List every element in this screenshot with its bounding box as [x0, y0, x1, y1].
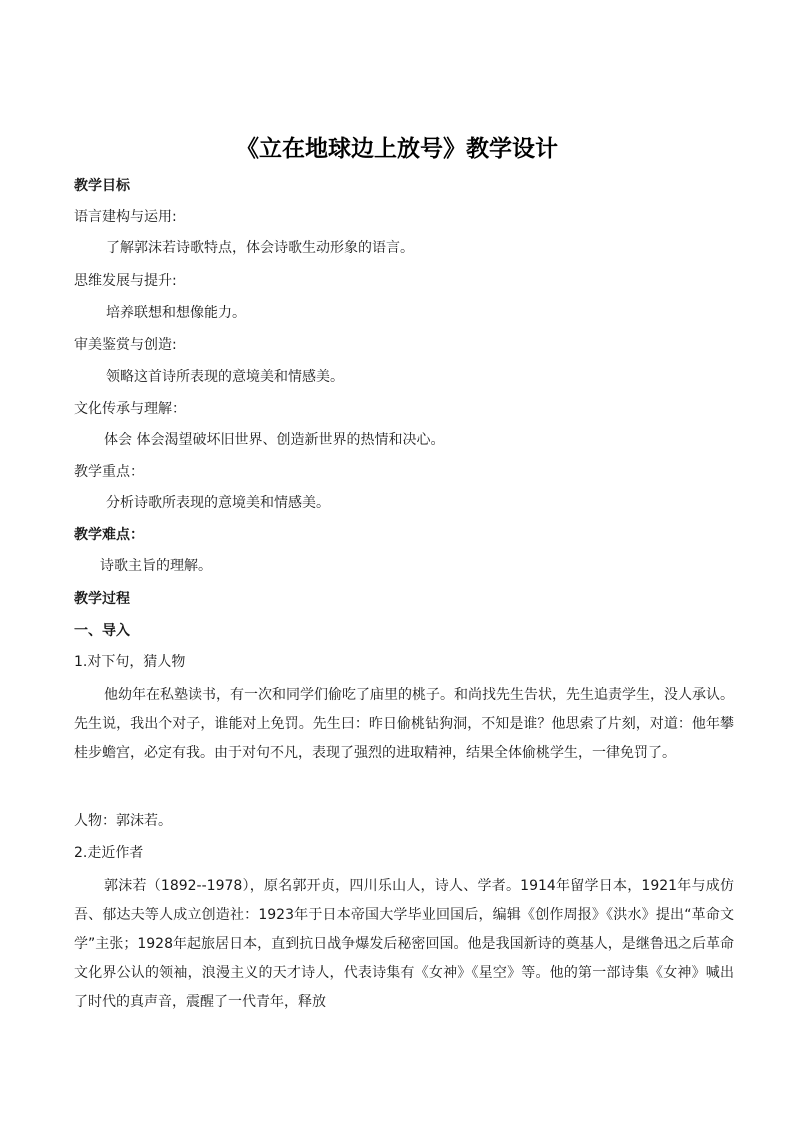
difficulty-label: 教学难点： [74, 527, 144, 543]
goal2-label: 思维发展与提升: [74, 273, 177, 289]
goal1-text: 了解郭沫若诗歌特点，体会诗歌生动形象的语言。 [106, 240, 414, 256]
item1-heading: 1.对下句，猜人物 [74, 654, 186, 670]
key-point-text: 分析诗歌所表现的意境美和情感美。 [106, 495, 330, 511]
goal2-text: 培养联想和想像能力。 [106, 305, 246, 321]
difficulty-text: 诗歌主旨的理解。 [100, 558, 212, 574]
document-title: 《立在地球边上放号》教学设计 [236, 135, 558, 162]
section1-heading: 一、导入 [74, 623, 130, 639]
item2-paragraph: 郭沫若（1892--1978），原名郭开贞，四川乐山人，诗人、学者。1914年留学日本，1921年与成仿吾、郁达夫等人成立创造社：1923年于日本帝国大学毕业回国后，编辑《创作周报》《洪水》提出“革命文学”主张；1928年起旅居日本，直到抗日战争爆发后秘密回国。他是我国新诗的奠基人，是继鲁迅之后革命文化界公认的领袖，浪漫主义的天才诗人，代表诗集有《女神》《星空》等。他的第一部诗集《女神》喊出了时代的真声音，震醒了一代青年，释放 [74, 878, 734, 1010]
goals-heading: 教学目标 [74, 178, 130, 194]
goal3-label: 审美鉴赏与创造: [74, 337, 177, 353]
goal3-text: 领略这首诗所表现的意境美和情感美。 [106, 369, 344, 385]
process-heading: 教学过程 [74, 591, 130, 607]
item1-paragraph: 他幼年在私塾读书，有一次和同学们偷吃了庙里的桃子。和尚找先生告状，先生追责学生，没人承认。先生说，我出个对子，谁能对上免罚。先生曰：昨日偷桃钻狗洞，不知是谁？他思索了片刻，对道：他年攀桂步蟾宫，必定有我。由于对句不凡，表现了强烈的进取精神，结果全体偷桃学生，一律免罚了。 [74, 687, 734, 761]
goal1-label: 语言建构与运用: [74, 209, 177, 225]
goal4-text: 体会 体会渴望破坏旧世界、创造新世界的热情和决心。 [104, 432, 445, 448]
item2-heading: 2.走近作者 [74, 845, 144, 861]
goal4-label: 文化传承与理解： [74, 401, 186, 417]
item1-answer: 人物：郭沫若。 [74, 813, 172, 829]
key-point-label: 教学重点： [74, 464, 144, 480]
